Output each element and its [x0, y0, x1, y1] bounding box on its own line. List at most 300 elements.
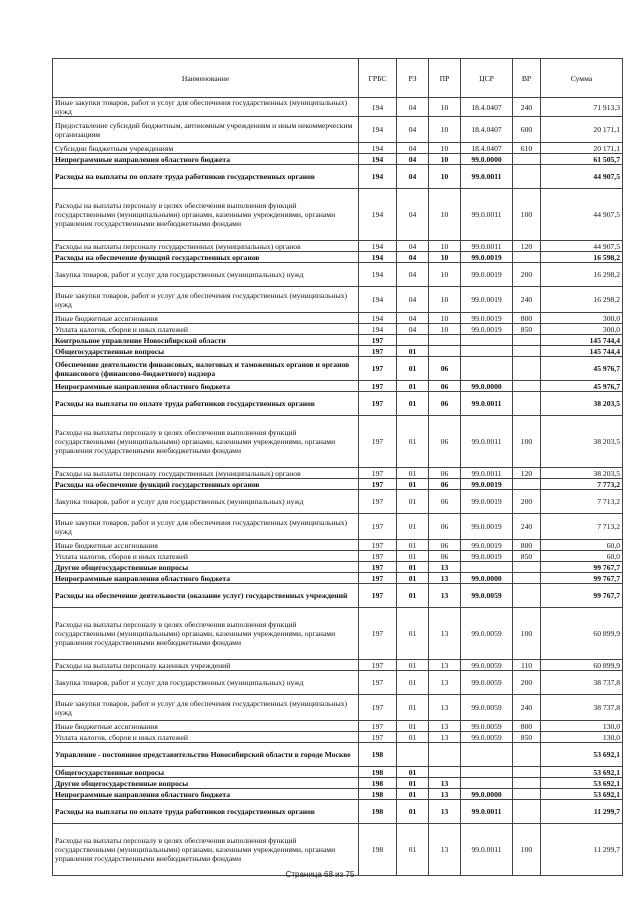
table-row [53, 743, 623, 767]
cell-grbs: 197 [359, 490, 397, 514]
cell-vr: 850 [513, 551, 541, 562]
cell-vr [513, 573, 541, 584]
cell-pr: 13 [429, 562, 461, 573]
table-row [53, 490, 623, 514]
table-row [53, 562, 623, 573]
cell-rz: 04 [397, 143, 429, 154]
cell-rz: 01 [397, 671, 429, 695]
cell-pr: 13 [429, 584, 461, 608]
cell-vr [513, 381, 541, 392]
cell-csr: 99.0.0059 [461, 660, 513, 671]
cell-csr: 99.0.0011 [461, 189, 513, 241]
cell-grbs: 197 [359, 695, 397, 721]
header-name: Наименование [53, 59, 359, 98]
table-row [53, 335, 623, 346]
cell-rz: 01 [397, 695, 429, 721]
cell-rz: 04 [397, 165, 429, 189]
cell-csr: 99.0.0011 [461, 241, 513, 252]
cell-pr: 06 [429, 392, 461, 416]
cell-name: Непрограммные направления областного бюджета [53, 381, 359, 392]
cell-sum: 53 692,1 [541, 789, 623, 800]
table-row [53, 540, 623, 551]
cell-name: Обеспечение деятельности финансовых, налоговых и таможенных органов и органов финансового (финансово-бюджетного) надзора [53, 357, 359, 381]
cell-csr: 99.0.0019 [461, 313, 513, 324]
cell-grbs: 198 [359, 743, 397, 767]
cell-pr [429, 346, 461, 357]
cell-grbs: 197 [359, 660, 397, 671]
cell-grbs: 197 [359, 562, 397, 573]
cell-grbs: 198 [359, 767, 397, 778]
cell-name: Иные закупки товаров, работ и услуг для обеспечения государственных (муниципальных) нужд [53, 514, 359, 540]
cell-csr: 99.0.0011 [461, 800, 513, 824]
cell-rz: 01 [397, 392, 429, 416]
cell-csr: 99.0.0000 [461, 381, 513, 392]
cell-csr: 99.0.0019 [461, 540, 513, 551]
cell-grbs: 197 [359, 671, 397, 695]
cell-grbs: 197 [359, 335, 397, 346]
table-header-row [53, 59, 623, 98]
table-row [53, 824, 623, 876]
cell-vr [513, 357, 541, 381]
cell-vr [513, 562, 541, 573]
cell-grbs: 194 [359, 324, 397, 335]
cell-pr: 06 [429, 416, 461, 468]
cell-sum: 145 744,4 [541, 346, 623, 357]
cell-grbs: 198 [359, 824, 397, 876]
cell-pr: 13 [429, 789, 461, 800]
cell-vr [513, 165, 541, 189]
cell-vr [513, 335, 541, 346]
cell-vr: 850 [513, 732, 541, 743]
cell-name: Непрограммные направления областного бюджета [53, 573, 359, 584]
cell-vr [513, 154, 541, 165]
cell-sum: 99 767,7 [541, 584, 623, 608]
cell-csr [461, 778, 513, 789]
cell-name: Расходы на выплаты по оплате труда работников государственных органов [53, 800, 359, 824]
cell-csr [461, 743, 513, 767]
table-row [53, 551, 623, 562]
cell-sum: 99 767,7 [541, 573, 623, 584]
table-row [53, 660, 623, 671]
cell-grbs: 194 [359, 241, 397, 252]
cell-rz: 01 [397, 514, 429, 540]
cell-vr: 100 [513, 416, 541, 468]
cell-csr [461, 346, 513, 357]
cell-rz: 04 [397, 241, 429, 252]
header-vr: ВР [513, 59, 541, 98]
cell-grbs: 197 [359, 357, 397, 381]
header-rz: РЗ [397, 59, 429, 98]
cell-csr: 99.0.0059 [461, 732, 513, 743]
cell-grbs: 197 [359, 551, 397, 562]
cell-rz: 01 [397, 778, 429, 789]
cell-csr: 99.0.0019 [461, 252, 513, 263]
cell-pr: 06 [429, 490, 461, 514]
cell-grbs: 197 [359, 468, 397, 479]
cell-pr: 13 [429, 695, 461, 721]
table-row [53, 479, 623, 490]
cell-vr: 110 [513, 660, 541, 671]
cell-csr [461, 562, 513, 573]
cell-rz: 01 [397, 767, 429, 778]
cell-pr: 06 [429, 540, 461, 551]
cell-rz: 01 [397, 357, 429, 381]
cell-pr [429, 767, 461, 778]
cell-name: Непрограммные направления областного бюджета [53, 154, 359, 165]
cell-sum: 16 298,2 [541, 287, 623, 313]
table-row [53, 241, 623, 252]
cell-name: Расходы на обеспечение деятельности (оказание услуг) государственных учреждений [53, 584, 359, 608]
cell-name: Иные закупки товаров, работ и услуг для обеспечения государственных (муниципальных) нужд [53, 98, 359, 117]
table-row [53, 721, 623, 732]
cell-vr: 200 [513, 671, 541, 695]
cell-rz [397, 743, 429, 767]
cell-name: Общегосударственные вопросы [53, 767, 359, 778]
table-row [53, 189, 623, 241]
cell-csr: 99.0.0059 [461, 584, 513, 608]
cell-csr: 99.0.0000 [461, 789, 513, 800]
cell-sum: 130,0 [541, 732, 623, 743]
cell-vr [513, 800, 541, 824]
cell-csr: 99.0.0059 [461, 695, 513, 721]
cell-pr: 13 [429, 671, 461, 695]
cell-grbs: 197 [359, 732, 397, 743]
cell-sum: 38 203,5 [541, 468, 623, 479]
cell-csr: 99.0.0011 [461, 824, 513, 876]
cell-sum: 16 598,2 [541, 252, 623, 263]
cell-sum: 145 744,4 [541, 335, 623, 346]
cell-csr: 99.0.0019 [461, 324, 513, 335]
cell-name: Другие общегосударственные вопросы [53, 778, 359, 789]
cell-rz: 01 [397, 540, 429, 551]
cell-csr [461, 767, 513, 778]
cell-pr [429, 335, 461, 346]
cell-rz: 04 [397, 98, 429, 117]
table-row [53, 695, 623, 721]
cell-vr [513, 767, 541, 778]
cell-vr: 240 [513, 98, 541, 117]
cell-name: Иные бюджетные ассигнования [53, 540, 359, 551]
cell-pr: 10 [429, 241, 461, 252]
cell-grbs: 194 [359, 143, 397, 154]
cell-name: Общегосударственные вопросы [53, 346, 359, 357]
cell-grbs: 194 [359, 263, 397, 287]
cell-grbs: 194 [359, 165, 397, 189]
cell-sum: 11 299,7 [541, 824, 623, 876]
cell-grbs: 194 [359, 252, 397, 263]
cell-name: Иные бюджетные ассигнования [53, 313, 359, 324]
cell-sum: 45 976,7 [541, 381, 623, 392]
cell-grbs: 197 [359, 514, 397, 540]
cell-sum: 300,0 [541, 324, 623, 335]
cell-name: Расходы на выплаты по оплате труда работников государственных органов [53, 392, 359, 416]
cell-name: Закупка товаров, работ и услуг для государственных (муниципальных) нужд [53, 671, 359, 695]
cell-name: Иные закупки товаров, работ и услуг для обеспечения государственных (муниципальных) нужд [53, 695, 359, 721]
cell-pr: 13 [429, 800, 461, 824]
cell-sum: 20 171,1 [541, 143, 623, 154]
cell-name: Расходы на выплаты по оплате труда работников государственных органов [53, 165, 359, 189]
cell-rz: 01 [397, 721, 429, 732]
table-row [53, 573, 623, 584]
cell-name: Контрольное управление Новосибирской области [53, 335, 359, 346]
table-row [53, 381, 623, 392]
cell-sum: 16 298,2 [541, 263, 623, 287]
cell-vr: 200 [513, 263, 541, 287]
cell-pr: 10 [429, 324, 461, 335]
cell-pr: 06 [429, 381, 461, 392]
cell-grbs: 194 [359, 189, 397, 241]
cell-rz: 01 [397, 346, 429, 357]
table-row [53, 98, 623, 117]
table-row [53, 584, 623, 608]
cell-grbs: 197 [359, 584, 397, 608]
cell-name: Расходы на выплаты персоналу в целях обеспечения выполнения функций государственными (муниципальными) органами, казенными учреждениями, органами управления государственными внебюджетными фондами [53, 189, 359, 241]
header-grbs: ГРБС [359, 59, 397, 98]
cell-vr: 200 [513, 490, 541, 514]
cell-sum: 38 737,8 [541, 671, 623, 695]
cell-vr: 800 [513, 313, 541, 324]
cell-rz: 01 [397, 660, 429, 671]
cell-name: Иные закупки товаров, работ и услуг для обеспечения государственных (муниципальных) нужд [53, 287, 359, 313]
cell-grbs: 194 [359, 154, 397, 165]
cell-vr [513, 584, 541, 608]
cell-pr: 10 [429, 287, 461, 313]
cell-name: Другие общегосударственные вопросы [53, 562, 359, 573]
cell-rz: 04 [397, 313, 429, 324]
cell-pr: 10 [429, 117, 461, 143]
cell-rz: 01 [397, 468, 429, 479]
cell-name: Управление - постоянное представительство Новосибирской области в городе Москве [53, 743, 359, 767]
table-row [53, 154, 623, 165]
cell-sum: 11 299,7 [541, 800, 623, 824]
cell-pr: 10 [429, 143, 461, 154]
cell-vr [513, 743, 541, 767]
cell-csr: 99.0.0059 [461, 721, 513, 732]
cell-vr: 100 [513, 189, 541, 241]
cell-csr: 99.0.0019 [461, 287, 513, 313]
cell-pr: 10 [429, 189, 461, 241]
cell-grbs: 194 [359, 98, 397, 117]
cell-sum: 99 767,7 [541, 562, 623, 573]
cell-vr: 800 [513, 540, 541, 551]
cell-pr [429, 743, 461, 767]
cell-grbs: 197 [359, 381, 397, 392]
cell-rz: 01 [397, 562, 429, 573]
header-sum: Сумма [541, 59, 623, 98]
cell-name: Расходы на обеспечение функций государственных органов [53, 479, 359, 490]
cell-rz: 01 [397, 416, 429, 468]
cell-grbs: 197 [359, 608, 397, 660]
cell-name: Уплата налогов, сборов и иных платежей [53, 324, 359, 335]
cell-rz: 04 [397, 154, 429, 165]
cell-rz: 01 [397, 490, 429, 514]
cell-vr [513, 479, 541, 490]
cell-csr: 99.0.0019 [461, 263, 513, 287]
cell-vr: 240 [513, 695, 541, 721]
cell-sum: 38 203,5 [541, 416, 623, 468]
cell-csr: 99.0.0011 [461, 392, 513, 416]
cell-name: Предоставление субсидий бюджетным, автономным учреждениям и иным некоммерческим организациям [53, 117, 359, 143]
cell-vr: 600 [513, 117, 541, 143]
cell-name: Иные бюджетные ассигнования [53, 721, 359, 732]
cell-sum: 44 907,5 [541, 189, 623, 241]
cell-rz: 04 [397, 324, 429, 335]
cell-csr: 99.0.0019 [461, 490, 513, 514]
cell-rz: 01 [397, 479, 429, 490]
table-row [53, 800, 623, 824]
cell-name: Расходы на выплаты персоналу в целях обеспечения выполнения функций государственными (муниципальными) органами, казенными учреждениями, органами управления государственными внебюджетными фондами [53, 416, 359, 468]
table-row [53, 608, 623, 660]
cell-pr: 06 [429, 551, 461, 562]
cell-csr: 99.0.0059 [461, 608, 513, 660]
cell-vr [513, 252, 541, 263]
cell-vr: 120 [513, 468, 541, 479]
cell-rz: 01 [397, 573, 429, 584]
cell-vr [513, 392, 541, 416]
cell-vr: 240 [513, 287, 541, 313]
table-row [53, 252, 623, 263]
cell-grbs: 197 [359, 346, 397, 357]
cell-name: Уплата налогов, сборов и иных платежей [53, 551, 359, 562]
cell-name: Расходы на выплаты персоналу государственных (муниципальных) органов [53, 468, 359, 479]
table-row [53, 165, 623, 189]
cell-pr: 13 [429, 721, 461, 732]
table-row [53, 287, 623, 313]
cell-csr: 99.0.0019 [461, 479, 513, 490]
cell-rz: 01 [397, 608, 429, 660]
cell-name: Уплата налогов, сборов и иных платежей [53, 732, 359, 743]
cell-pr: 06 [429, 357, 461, 381]
table-row [53, 671, 623, 695]
cell-sum: 60,0 [541, 551, 623, 562]
cell-sum: 7 713,2 [541, 514, 623, 540]
table-row [53, 392, 623, 416]
cell-sum: 60,0 [541, 540, 623, 551]
table-row [53, 143, 623, 154]
cell-sum: 7 713,2 [541, 490, 623, 514]
cell-pr: 06 [429, 468, 461, 479]
cell-vr: 240 [513, 514, 541, 540]
cell-rz: 01 [397, 551, 429, 562]
cell-name: Расходы на выплаты персоналу в целях обеспечения выполнения функций государственными (муниципальными) органами, казенными учреждениями, органами управления государственными внебюджетными фондами [53, 608, 359, 660]
cell-csr: 99.0.0000 [461, 154, 513, 165]
cell-rz: 01 [397, 732, 429, 743]
cell-pr: 13 [429, 573, 461, 584]
cell-sum: 7 773,2 [541, 479, 623, 490]
cell-grbs: 198 [359, 778, 397, 789]
cell-vr: 850 [513, 324, 541, 335]
cell-rz: 04 [397, 287, 429, 313]
cell-rz: 01 [397, 381, 429, 392]
cell-sum: 20 171,1 [541, 117, 623, 143]
table-row [53, 468, 623, 479]
cell-csr: 99.0.0000 [461, 573, 513, 584]
cell-grbs: 194 [359, 313, 397, 324]
cell-grbs: 198 [359, 800, 397, 824]
cell-name: Закупка товаров, работ и услуг для государственных (муниципальных) нужд [53, 263, 359, 287]
cell-csr: 99.0.0011 [461, 416, 513, 468]
table-row [53, 778, 623, 789]
table-row [53, 789, 623, 800]
cell-csr [461, 357, 513, 381]
table-row [53, 346, 623, 357]
cell-vr [513, 789, 541, 800]
cell-rz: 01 [397, 789, 429, 800]
cell-grbs: 197 [359, 479, 397, 490]
cell-sum: 60 899,9 [541, 660, 623, 671]
table-row [53, 357, 623, 381]
cell-rz: 01 [397, 584, 429, 608]
cell-rz: 04 [397, 189, 429, 241]
cell-pr: 13 [429, 660, 461, 671]
table-row [53, 767, 623, 778]
table-row [53, 117, 623, 143]
cell-vr: 100 [513, 824, 541, 876]
cell-pr: 10 [429, 165, 461, 189]
table-row [53, 263, 623, 287]
cell-name: Субсидии бюджетным учреждениям [53, 143, 359, 154]
cell-vr: 120 [513, 241, 541, 252]
cell-vr: 800 [513, 721, 541, 732]
cell-name: Закупка товаров, работ и услуг для государственных (муниципальных) нужд [53, 490, 359, 514]
cell-grbs: 197 [359, 721, 397, 732]
budget-table [52, 58, 623, 876]
cell-pr: 06 [429, 514, 461, 540]
cell-vr: 100 [513, 608, 541, 660]
cell-name: Расходы на выплаты персоналу государственных (муниципальных) органов [53, 241, 359, 252]
cell-sum: 53 692,1 [541, 778, 623, 789]
cell-pr: 06 [429, 479, 461, 490]
cell-rz: 01 [397, 824, 429, 876]
cell-vr [513, 778, 541, 789]
cell-grbs: 198 [359, 789, 397, 800]
cell-csr: 18.4.0407 [461, 143, 513, 154]
cell-rz: 01 [397, 800, 429, 824]
cell-csr [461, 335, 513, 346]
cell-sum: 130,0 [541, 721, 623, 732]
cell-csr: 99.0.0011 [461, 165, 513, 189]
cell-grbs: 197 [359, 540, 397, 551]
cell-pr: 13 [429, 608, 461, 660]
cell-csr: 99.0.0019 [461, 551, 513, 562]
cell-pr: 10 [429, 154, 461, 165]
page-number: Страница 68 из 75 [285, 870, 355, 879]
table-row [53, 324, 623, 335]
cell-csr: 99.0.0011 [461, 468, 513, 479]
cell-sum: 44 907,5 [541, 165, 623, 189]
cell-name: Расходы на выплаты персоналу казенных учреждений [53, 660, 359, 671]
cell-grbs: 197 [359, 416, 397, 468]
header-csr: ЦСР [461, 59, 513, 98]
cell-sum: 300,0 [541, 313, 623, 324]
cell-sum: 38 203,5 [541, 392, 623, 416]
table-body [53, 98, 623, 876]
cell-vr [513, 346, 541, 357]
cell-rz: 04 [397, 252, 429, 263]
cell-sum: 71 913,3 [541, 98, 623, 117]
cell-sum: 53 692,1 [541, 743, 623, 767]
cell-grbs: 194 [359, 117, 397, 143]
cell-pr: 13 [429, 732, 461, 743]
cell-pr: 13 [429, 778, 461, 789]
cell-pr: 10 [429, 252, 461, 263]
table-row [53, 514, 623, 540]
cell-pr: 10 [429, 313, 461, 324]
cell-csr: 18.4.0407 [461, 98, 513, 117]
cell-sum: 60 899,9 [541, 608, 623, 660]
cell-sum: 44 907,5 [541, 241, 623, 252]
table-row [53, 313, 623, 324]
